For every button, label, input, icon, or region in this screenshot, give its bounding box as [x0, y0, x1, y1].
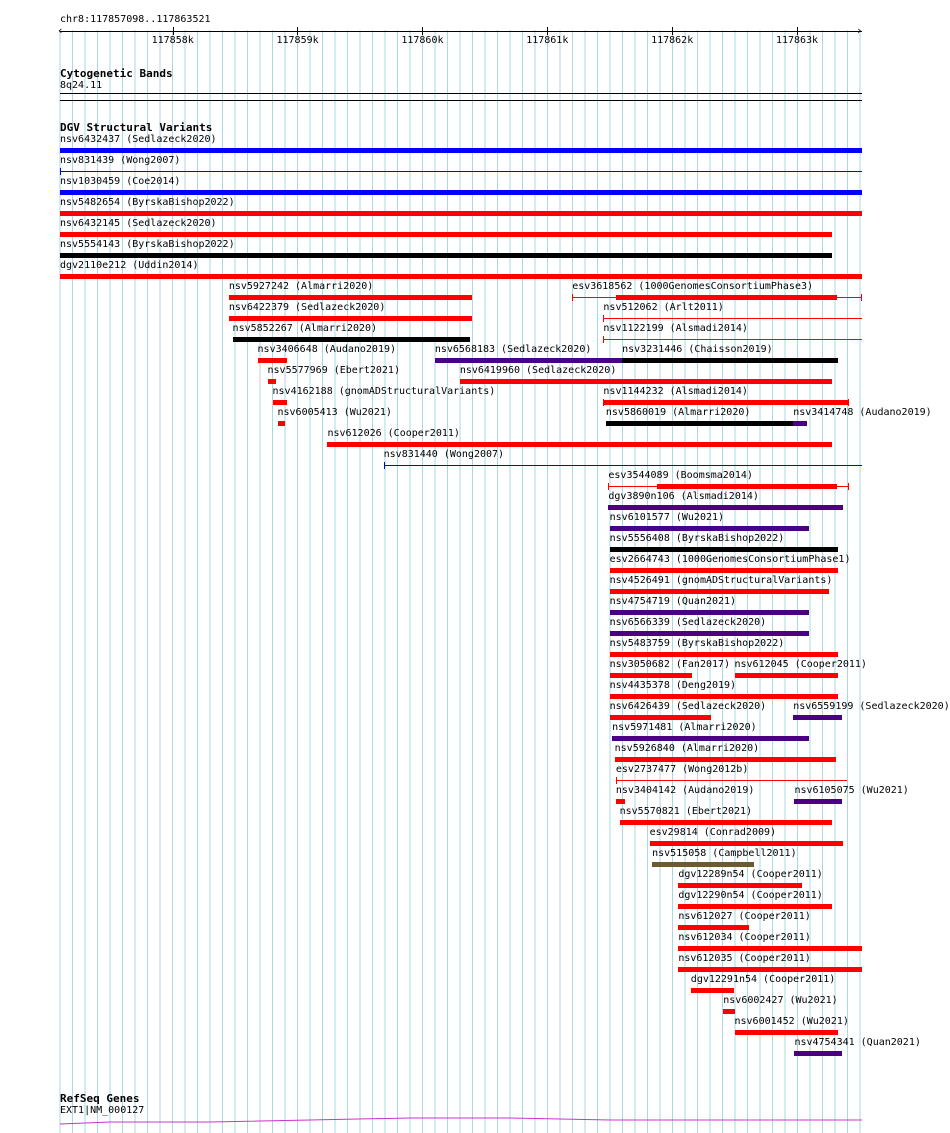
sv-feature-label[interactable]: nsv1030459 (Coe2014) — [60, 176, 181, 187]
sv-feature-bar[interactable] — [678, 883, 802, 888]
sv-feature-label[interactable]: nsv6419960 (Sedlazeck2020) — [459, 365, 617, 376]
sv-feature-label[interactable]: nsv6001452 (Wu2021) — [734, 1016, 849, 1027]
location-label: chr8:117857098..117863521 — [60, 14, 211, 25]
ruler-tick — [672, 27, 673, 35]
sv-feature-label[interactable]: nsv3231446 (Chaisson2019) — [622, 344, 773, 355]
ruler-tick — [797, 27, 798, 35]
sv-feature-bar[interactable] — [691, 988, 735, 993]
cytoband-track-title: Cytogenetic Bands — [60, 67, 173, 80]
sv-feature-label[interactable]: nsv5570821 (Ebert2021) — [619, 806, 753, 817]
ruler-tick — [547, 27, 548, 35]
sv-feature-label[interactable]: dgv2110e212 (Uddin2014) — [60, 260, 199, 271]
sv-feature-label[interactable]: nsv3404142 (Audano2019) — [615, 785, 755, 796]
sv-feature-label[interactable]: nsv612034 (Cooper2011) — [678, 932, 811, 943]
sv-feature-label[interactable]: nsv6426439 (Sedlazeck2020) — [609, 701, 767, 712]
sv-feature-bar[interactable] — [233, 337, 470, 342]
sv-feature-label[interactable]: nsv3406648 (Audano2019) — [257, 344, 397, 355]
sv-feature-label[interactable]: nsv1122199 (Alsmadi2014) — [603, 323, 748, 334]
sv-feature-label[interactable]: nsv6105075 (Wu2021) — [794, 785, 909, 796]
sv-feature-bar[interactable] — [327, 442, 831, 447]
sv-feature-bar[interactable] — [794, 1051, 841, 1056]
sv-feature-bar[interactable] — [60, 190, 862, 195]
sv-feature-label[interactable]: nsv5577969 (Ebert2021) — [267, 365, 400, 376]
sv-feature-bar[interactable] — [603, 339, 862, 340]
sv-feature-cap — [616, 777, 617, 784]
dgv-track-title: DGV Structural Variants — [60, 121, 213, 134]
sv-feature-label[interactable]: nsv6002427 (Wu2021) — [723, 995, 838, 1006]
sv-feature-bar[interactable] — [60, 171, 862, 172]
cytoband-band-line[interactable] — [60, 93, 862, 94]
sv-feature-label[interactable]: nsv6568183 (Sedlazeck2020) — [434, 344, 592, 355]
sv-feature-cap — [603, 336, 604, 343]
sv-feature-bar[interactable] — [610, 694, 839, 699]
sv-feature-label[interactable]: nsv612026 (Cooper2011) — [327, 428, 460, 439]
sv-feature-cap — [60, 168, 61, 175]
sv-feature-bar[interactable] — [620, 820, 832, 825]
sv-feature-label[interactable]: nsv5927242 (Almarri2020) — [228, 281, 374, 292]
sv-feature-bar[interactable] — [610, 715, 711, 720]
sv-feature-label[interactable]: dgv12289n54 (Cooper2011) — [678, 869, 823, 880]
sv-feature-core-bar[interactable] — [616, 295, 837, 300]
sv-feature-label[interactable]: nsv5852267 (Almarri2020) — [232, 323, 378, 334]
sv-feature-label[interactable]: nsv4754719 (Quan2021) — [609, 596, 737, 607]
sv-feature-bar[interactable] — [610, 610, 810, 615]
sv-feature-label[interactable]: nsv4162188 (gnomADStructuralVariants) — [272, 386, 496, 397]
ruler-tick-label: 117860k — [401, 35, 444, 46]
sv-feature-cap — [384, 462, 385, 469]
sv-feature-bar[interactable] — [258, 358, 288, 363]
sv-feature-label[interactable]: dgv12291n54 (Cooper2011) — [690, 974, 836, 985]
sv-feature-label[interactable]: nsv831439 (Wong2007) — [60, 155, 181, 166]
sv-feature-label[interactable]: nsv4435378 (Deng2019) — [609, 680, 737, 691]
sv-feature-label[interactable]: nsv3050682 (Fan2017) — [609, 659, 731, 670]
ruler-right-arrow-icon: › — [856, 24, 863, 37]
sv-feature-bar[interactable] — [622, 358, 838, 363]
sv-feature-label[interactable]: nsv4526491 (gnomADStructuralVariants) — [609, 575, 833, 586]
sv-feature-label[interactable]: nsv4754341 (Quan2021) — [794, 1037, 921, 1048]
sv-feature-bar[interactable] — [678, 967, 862, 972]
sv-feature-bar[interactable] — [610, 652, 839, 657]
sv-feature-label[interactable]: nsv5554143 (ByrskaBishop2022) — [60, 239, 235, 250]
sv-feature-bar[interactable] — [60, 148, 862, 153]
sv-feature-bar[interactable] — [273, 400, 288, 405]
sv-feature-label[interactable]: nsv5926840 (Almarri2020) — [614, 743, 760, 754]
sv-feature-bar[interactable] — [60, 274, 862, 279]
sv-feature-bar[interactable] — [612, 736, 809, 741]
ruler-tick-label: 117863k — [775, 35, 819, 46]
sv-feature-cap — [572, 294, 573, 301]
sv-feature-bar[interactable] — [384, 465, 862, 466]
sv-feature-bar[interactable] — [794, 799, 841, 804]
sv-feature-bar[interactable] — [608, 505, 843, 510]
sv-feature-label[interactable]: nsv6432437 (Sedlazeck2020) — [60, 134, 217, 145]
sv-feature-bar[interactable] — [610, 589, 830, 594]
sv-feature-label[interactable]: nsv3414748 (Audano2019) — [793, 407, 932, 418]
sv-feature-bar[interactable] — [229, 316, 472, 321]
sv-feature-bar[interactable] — [793, 421, 807, 426]
sv-feature-bar[interactable] — [278, 421, 285, 426]
sv-feature-label[interactable]: nsv5483759 (ByrskaBishop2022) — [609, 638, 785, 649]
sv-feature-label[interactable]: nsv512062 (Arlt2011) — [603, 302, 724, 313]
sv-feature-bar[interactable] — [793, 715, 842, 720]
sv-feature-bar[interactable] — [735, 673, 839, 678]
sv-feature-cap — [861, 294, 862, 301]
sv-feature-label[interactable]: esv2737477 (Wong2012b) — [615, 764, 749, 775]
ruler-tick-label: 117858k — [151, 35, 194, 46]
sv-feature-label[interactable]: nsv5482654 (ByrskaBishop2022) — [60, 197, 235, 208]
cytoband-label: 8q24.11 — [60, 80, 103, 91]
sv-feature-label[interactable]: nsv6566339 (Sedlazeck2020) — [609, 617, 767, 628]
sv-feature-bar[interactable] — [610, 673, 692, 678]
sv-feature-label[interactable]: esv2664743 (1000GenomesConsortiumPhase1) — [609, 554, 851, 565]
sv-feature-bar[interactable] — [652, 862, 754, 867]
sv-feature-label[interactable]: nsv5860019 (Almarri2020) — [605, 407, 751, 418]
ruler-tick-label: 117862k — [651, 35, 694, 46]
ruler-tick — [422, 27, 423, 35]
ruler-axis — [60, 31, 862, 32]
sv-feature-bar[interactable] — [60, 253, 832, 258]
sv-feature-bar[interactable] — [678, 925, 749, 930]
refseq-gene-glyph[interactable] — [60, 1114, 862, 1126]
sv-feature-bar[interactable] — [610, 631, 810, 636]
sv-feature-label[interactable]: esv29814 (Conrad2009) — [649, 827, 777, 838]
sv-feature-label[interactable]: nsv612035 (Cooper2011) — [678, 953, 811, 964]
sv-feature-label[interactable]: nsv5971481 (Almarri2020) — [612, 722, 757, 733]
ruler-tick-label: 117861k — [526, 35, 569, 46]
sv-feature-bar[interactable] — [606, 421, 793, 426]
sv-feature-label[interactable]: nsv5556408 (ByrskaBishop2022) — [609, 533, 785, 544]
sv-feature-bar[interactable] — [603, 318, 862, 319]
sv-feature-bar[interactable] — [229, 295, 472, 300]
sv-feature-label[interactable]: nsv6422379 (Sedlazeck2020) — [228, 302, 386, 313]
sv-feature-bar[interactable] — [460, 379, 832, 384]
sv-feature-label[interactable]: nsv6432145 (Sedlazeck2020) — [60, 218, 217, 229]
sv-feature-bar[interactable] — [268, 379, 277, 384]
sv-feature-bar[interactable] — [735, 1030, 839, 1035]
refseq-gene-label[interactable]: EXT1|NM_000127 — [60, 1105, 145, 1116]
sv-feature-bar[interactable] — [435, 358, 622, 363]
sv-feature-label[interactable]: nsv612045 (Cooper2011) — [734, 659, 867, 670]
sv-feature-label[interactable]: nsv6559199 (Sedlazeck2020) — [793, 701, 950, 712]
sv-feature-label[interactable]: nsv515058 (Campbell2011) — [652, 848, 797, 859]
cytoband-band-line-lower — [60, 100, 862, 101]
sv-feature-bar[interactable] — [610, 547, 839, 552]
sv-feature-label[interactable]: nsv831440 (Wong2007) — [383, 449, 505, 460]
sv-feature-bar[interactable] — [60, 211, 862, 216]
sv-feature-label[interactable]: esv3618562 (1000GenomesConsortiumPhase3) — [572, 281, 814, 292]
ruler-tick — [297, 27, 298, 35]
sv-feature-cap — [608, 483, 609, 490]
sv-feature-bar[interactable] — [678, 946, 862, 951]
refseq-track-title: RefSeq Genes — [60, 1092, 140, 1105]
sv-feature-bar[interactable] — [615, 757, 836, 762]
sv-feature-label[interactable]: nsv612027 (Cooper2011) — [678, 911, 811, 922]
sv-feature-label[interactable]: nsv6101577 (Wu2021) — [609, 512, 725, 523]
sv-feature-label[interactable]: nsv6005413 (Wu2021) — [277, 407, 392, 418]
sv-feature-bar[interactable] — [650, 841, 844, 846]
sv-feature-cap — [603, 315, 604, 322]
sv-feature-bar[interactable] — [616, 799, 625, 804]
sv-feature-core-bar[interactable] — [603, 400, 849, 405]
sv-feature-bar[interactable] — [610, 526, 810, 531]
sv-feature-label[interactable]: dgv12290n54 (Cooper2011) — [678, 890, 823, 901]
sv-feature-cap — [848, 483, 849, 490]
sv-feature-label[interactable]: nsv1144232 (Alsmadi2014) — [603, 386, 748, 397]
sv-feature-label[interactable]: esv3544089 (Boomsma2014) — [608, 470, 753, 481]
ruler-tick-label: 117859k — [276, 35, 319, 46]
sv-feature-label[interactable]: dgv3890n106 (Alsmadi2014) — [608, 491, 759, 502]
sv-feature-bar[interactable] — [60, 232, 832, 237]
sv-feature-bar[interactable] — [723, 1009, 734, 1014]
ruler-tick — [173, 27, 174, 35]
sv-feature-core-bar[interactable] — [657, 484, 837, 489]
sv-feature-bar[interactable] — [616, 780, 847, 781]
ruler-left-arrow-icon: ‹ — [57, 24, 64, 37]
sv-feature-bar[interactable] — [678, 904, 832, 909]
sv-feature-bar[interactable] — [610, 568, 839, 573]
